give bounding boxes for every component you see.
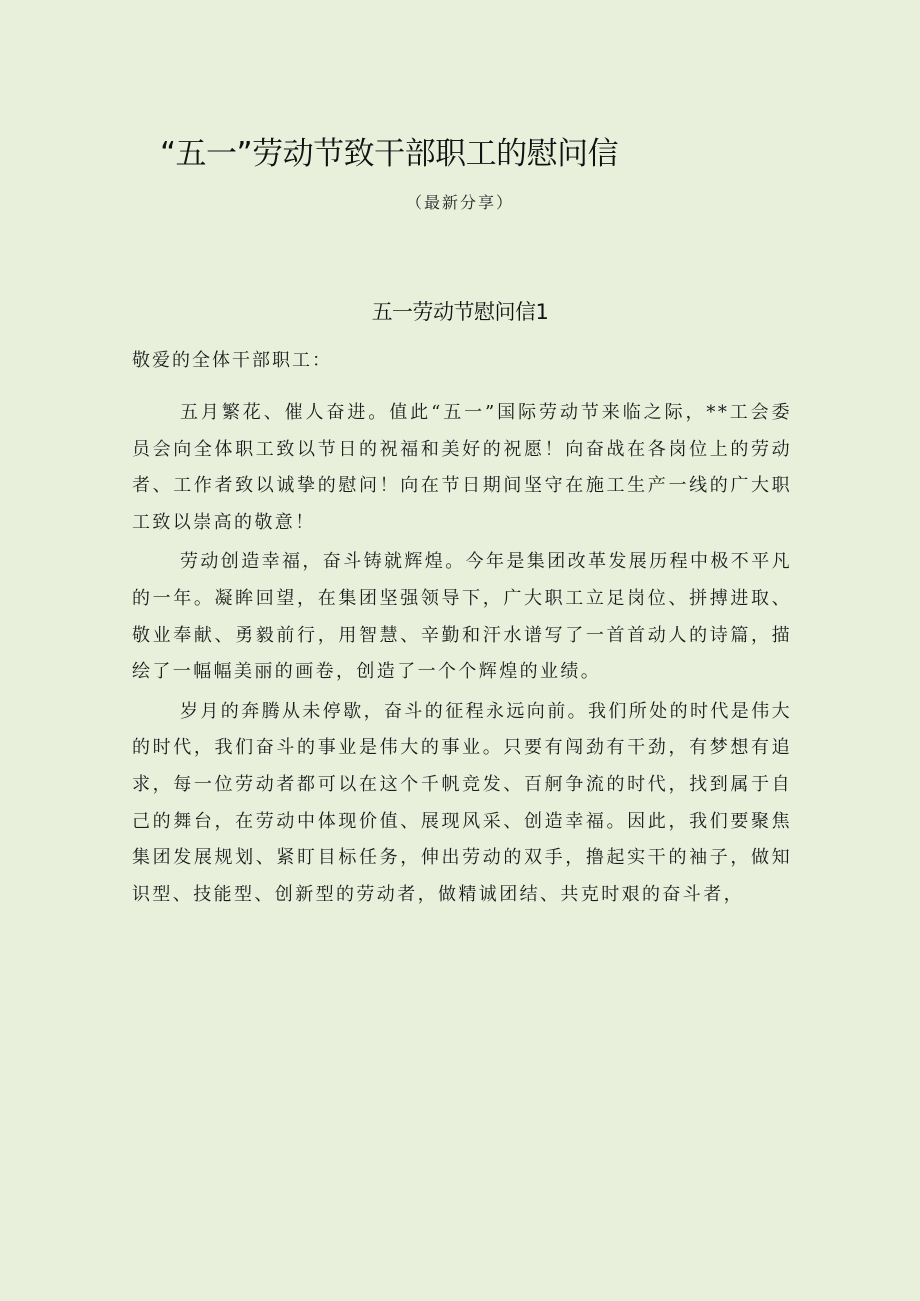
document-subtitle: （最新分享） (405, 193, 514, 212)
document-title: “五一”劳动节致干部职工的慰问信 (160, 136, 619, 172)
letter-body (132, 395, 792, 916)
paragraph-3: 岁月的奔腾从未停歇，奋斗的征程永远向前。我们所处的时代是伟大的时代，我们奋斗的事业是伟大的事业。只要有闯劲有干劲，有梦想有追求，每一位劳动者都可以在这个千帆竞发、百舸争流的时代，找到属于自己的舞台，在劳动中体现价值、展现风采、创造幸福。因此，我们要聚焦集团发展规划、紧盯目标任务，伸出劳动的双手，撸起实干的袖子，做知识型、技能型、创新型的劳动者，做精诚团结、共克时艰的奋斗者， (132, 700, 792, 905)
paragraph-2: 劳动创造幸福，奋斗铸就辉煌。今年是集团改革发展历程中极不平凡的一年。凝眸回望，在集团坚强领导下，广大职工立足岗位、拼搏进取、敬业奉献、勇毅前行，用智慧、辛勤和汗水谱写了一首首动人的诗篇，描绘了一幅幅美丽的画卷，创造了一个个辉煌的业绩。 (132, 551, 792, 683)
salutation: 敬爱的全体干部职工： (132, 350, 332, 371)
paragraph-1: 五月繁花、催人奋进。值此“五一”国际劳动节来临之际，**工会委员会向全体职工致以节日的祝福和美好的祝愿！向奋战在各岗位上的劳动者、工作者致以诚挚的慰问！向在节日期间坚守在施工生产一线的广大职工致以崇高的敬意！ (132, 402, 792, 533)
section-title: 五一劳动节慰问信1 (371, 300, 549, 324)
